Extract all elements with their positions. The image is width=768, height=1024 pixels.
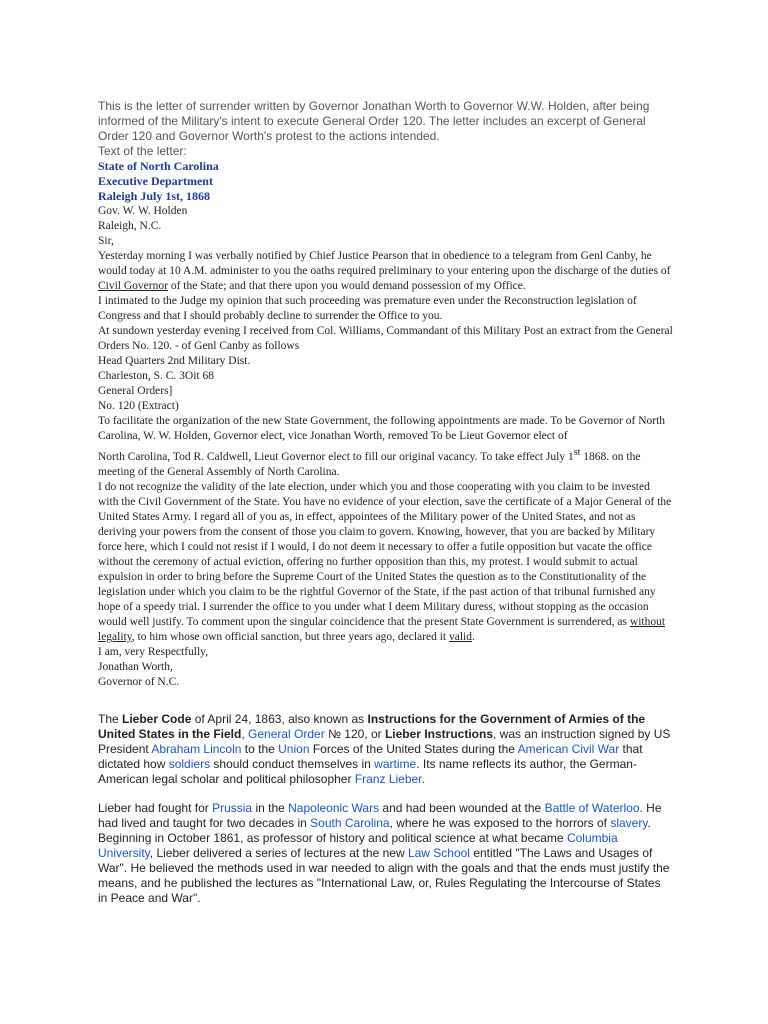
p5-text-start: North Carolina, Tod R. Caldwell, Lieut Governor elect to fill our original vacancy. To take effect July 1 (98, 451, 574, 463)
wiki-link[interactable]: Franz Lieber (354, 772, 422, 786)
addressee-place: Raleigh, N.C. (98, 220, 162, 232)
text-run: , (241, 727, 249, 741)
lieber-biography-paragraph (98, 801, 673, 906)
closing-line: I am, very Respectfully, (98, 646, 209, 658)
p6-text-start: I do not recognize the validity of the late election, under which you and those cooperating with you claim to be invested with the Civil Government of the State. You have no evidence of your election, save the certificate of a Major General of the United States Army. I regard all of you as, in effect, appointees of the Military power of the United States, and not as deriving your powers from the consent of those you claim to govern. Knowing, however, that you are backed by Military force here, which I could not resist if I would, I do not deem it necessary to offer a futile opposition but vacate the office without the ceremony of actual eviction, offering no further opposition than this, my protest. I would submit to actual expulsion in order to bring before the Supreme Court of the United States the question as to the Constitutionality of the legislation under which you claim to be the rightful Governor of the State, if the past action of that tribunal furnished any hope of a speedy trial. I surrender the office to you under what I deem Military duress, without stopping as the occasion would well justify. To comment upon the singular coincidence that the present State Government is surrendered, as (98, 481, 672, 628)
wiki-link[interactable]: slavery (610, 816, 648, 830)
bold-term: Lieber Instructions (384, 727, 493, 741)
p5-superscript: st (573, 447, 581, 459)
wiki-link[interactable]: Battle of Waterloo (544, 801, 640, 815)
text-run: . (421, 772, 425, 786)
text-run: should conduct themselves in (210, 757, 375, 771)
letter-paragraph-4: To facilitate the organization of the new State Government, the following appointments are made. To be Governor of North Carolina, W. W. Holden, Governor elect, vice Jonathan Worth, removed To be Lieut Governor elect of (98, 415, 666, 442)
text-run: that dictated how (98, 742, 643, 771)
wiki-link[interactable]: General Order (248, 727, 325, 741)
without-legality-underline: without legality (98, 616, 666, 643)
wiki-link[interactable]: Napoleonic Wars (288, 801, 380, 815)
order-line-title: General Orders] (98, 385, 173, 397)
text-run: , was an instruction signed by US President (98, 727, 671, 756)
order-line-hq: Head Quarters 2nd Military Dist. (98, 355, 251, 367)
text-run: , Lieber delivered a series of lectures at the new (149, 846, 408, 860)
bold-term: Lieber Code (122, 712, 192, 726)
wiki-link[interactable]: soldiers (168, 757, 211, 771)
p1-text-start: Yesterday morning I was verbally notified by Chief Justice Pearson that in obedience to a telegram from Genl Canby, he would today at 10 A.M. administer to you the oaths required preliminary to your entering upon the discharge of the duties of (98, 250, 671, 277)
document-page (98, 99, 673, 906)
valid-underline: valid (448, 631, 472, 643)
text-run: of April 24, 1863, also known as (191, 712, 368, 726)
text-run: . He had lived and taught for two decades in (98, 801, 662, 830)
text-run: . Its name reflects its author, the German-American legal scholar and political philosopher (98, 757, 637, 786)
text-run: № 120, or (324, 727, 385, 741)
wiki-link[interactable]: Union (278, 742, 310, 756)
letter-header-state: State of North Carolina (98, 159, 219, 173)
text-run: entitled "The Laws and Usages of War". He believed the methods used in war needed to align with the goals and that the ends must justify the means, and he published the lectures as "International Law, or, Rules Regulating the Intercourse of States in Peace and War". (98, 846, 670, 905)
bold-term: Instructions for the Government of Armies of the United States in the Field (98, 712, 646, 741)
text-run: Forces of the United States during the (309, 742, 518, 756)
text-run: Lieber had fought for (98, 801, 213, 815)
wiki-link[interactable]: South Carolina (310, 816, 390, 830)
letter-paragraph-6 (98, 480, 673, 645)
salutation: Sir, (98, 235, 114, 247)
letter-header-department: Executive Department (98, 174, 213, 188)
intro-label: Text of the letter: (98, 144, 187, 158)
text-run: and had been wounded at the (379, 801, 545, 815)
text-run: to the (241, 742, 279, 756)
addressee-name: Gov. W. W. Holden (98, 205, 188, 217)
order-line-place: Charleston, S. C. 3Oit 68 (98, 370, 214, 382)
letter-paragraph-2: I intimated to the Judge my opinion that such proceeding was premature even under the Reconstruction legislation of Congress and that I should probably decline to surrender the Office to you. (98, 295, 637, 322)
wiki-link[interactable]: American Civil War (517, 742, 620, 756)
letter-paragraph-1 (98, 249, 673, 294)
text-run: The (98, 712, 123, 726)
letter-header-date: Raleigh July 1st, 1868 (98, 189, 211, 203)
letter (98, 159, 673, 690)
text-run: , where he was exposed to the horrors of (389, 816, 611, 830)
p6-text-end: . (471, 631, 475, 643)
letter-paragraph-3: At sundown yesterday evening I received from Col. Williams, Commandant of this Military Post an extract from the General Orders No. 120. - of Genl Canby as follows (98, 325, 673, 352)
letter-paragraph-5 (98, 447, 673, 480)
intro-paragraph: This is the letter of surrender written by Governor Jonathan Worth to Governor W.W. Holden, after being informed of the Military's intent to execute General Order 120. The letter includes an excerpt of General Order 120 and Governor Worth's protest to the actions intended. (98, 99, 650, 143)
text-run: . Beginning in October 1861, as professor of history and political science at what became (98, 816, 651, 845)
signature-title: Governor of N.C. (98, 676, 180, 688)
wiki-link[interactable]: Abraham Lincoln (151, 742, 242, 756)
p1-text-end: of the State; and that there upon you would demand possession of my Office. (167, 280, 526, 292)
civil-governor-underline: Civil Governor (98, 280, 168, 292)
p5-text-end: 1868. on the meeting of the General Assembly of North Carolina. (98, 451, 641, 478)
text-run: in the (252, 801, 289, 815)
wiki-link[interactable]: wartime (374, 757, 417, 771)
signature-name: Jonathan Worth, (98, 661, 173, 673)
wiki-link[interactable]: Prussia (212, 801, 253, 815)
wiki-link[interactable]: Law School (407, 846, 470, 860)
lieber-code-paragraph (98, 712, 673, 787)
p6-text-mid: , to him whose own official sanction, but three years ago, declared it (131, 631, 449, 643)
lieber-code-article (98, 712, 673, 906)
order-line-number: No. 120 (Extract) (98, 400, 179, 412)
wiki-link[interactable]: Columbia University (98, 831, 618, 860)
